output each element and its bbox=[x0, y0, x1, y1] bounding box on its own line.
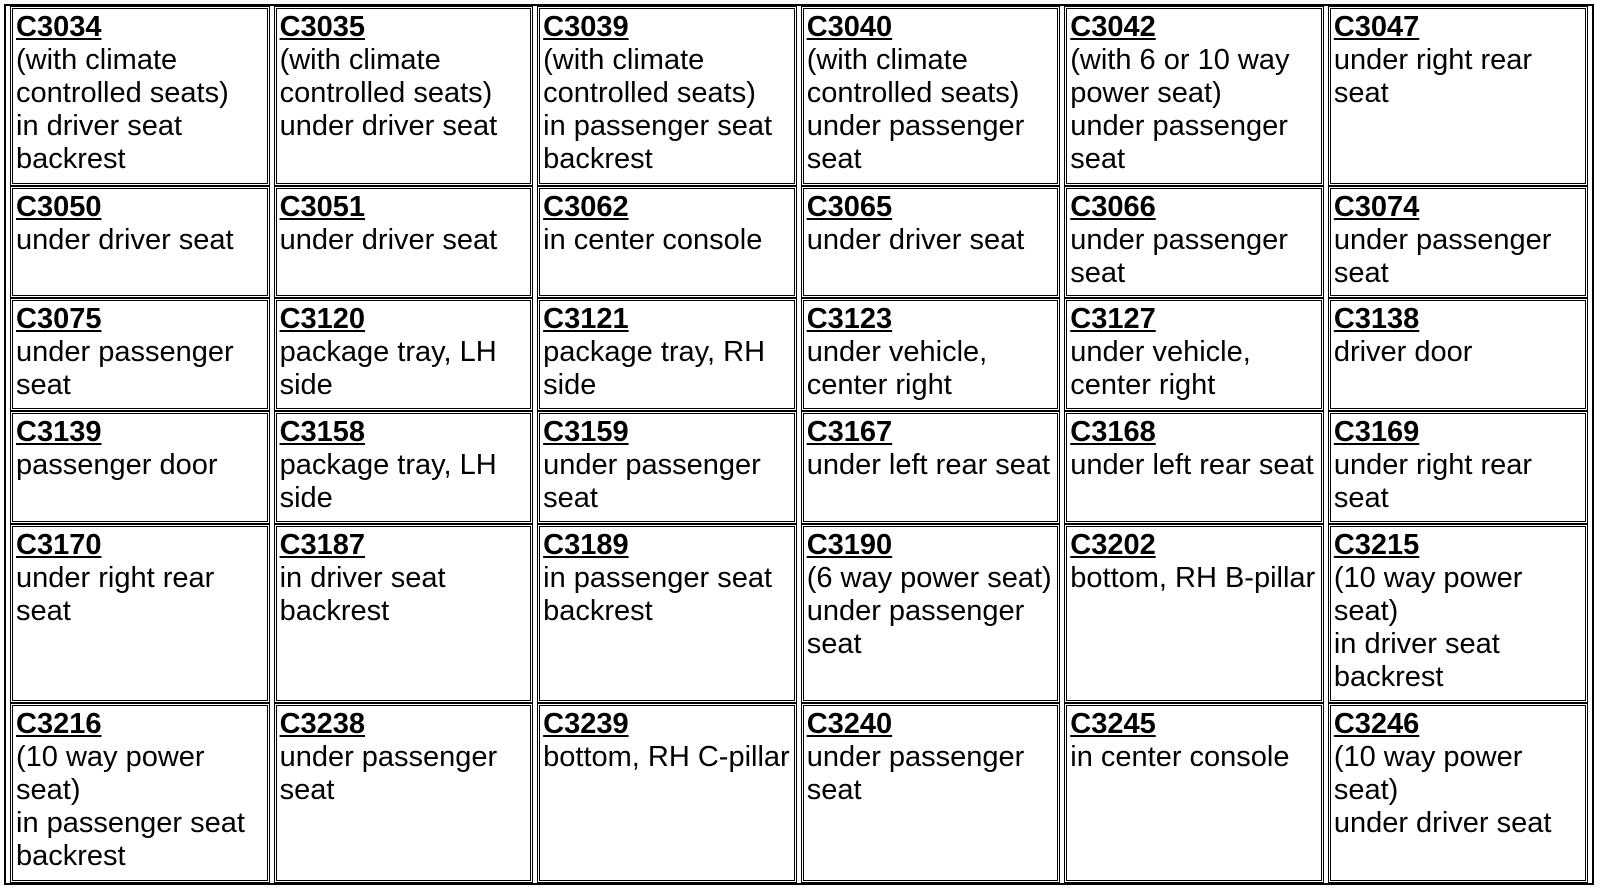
connector-code: C3239 bbox=[543, 708, 629, 741]
connector-location: driver door bbox=[1333, 336, 1473, 369]
connector-code: C3120 bbox=[279, 303, 366, 336]
connector-location: in center console bbox=[1070, 741, 1290, 774]
connector-cell bbox=[537, 411, 797, 524]
connector-code: C3127 bbox=[1070, 303, 1156, 336]
connector-code: C3121 bbox=[543, 303, 629, 336]
connector-location: bottom, RH B-pillar bbox=[1070, 561, 1316, 594]
connector-location: under driver seat bbox=[806, 223, 1025, 256]
connector-code: C3202 bbox=[1070, 528, 1156, 561]
connector-location: under right rear seat bbox=[1333, 448, 1533, 514]
connector-location: bottom, RH C-pillar bbox=[543, 741, 790, 774]
connector-code: C3238 bbox=[279, 708, 366, 741]
connector-cell bbox=[10, 186, 270, 299]
connector-location: under driver seat bbox=[279, 223, 498, 256]
connector-code: C3065 bbox=[806, 190, 893, 223]
table-row bbox=[10, 186, 1588, 299]
connector-code: C3240 bbox=[806, 708, 893, 741]
connector-location: under right rear seat bbox=[16, 561, 215, 627]
connector-cell bbox=[1328, 703, 1588, 883]
table-row bbox=[10, 298, 1588, 411]
connector-cell bbox=[10, 6, 270, 186]
connector-cell bbox=[801, 298, 1061, 411]
connector-cell bbox=[1328, 524, 1588, 704]
connector-location: package tray, RH side bbox=[543, 336, 766, 402]
connector-location: under passenger seat bbox=[543, 448, 761, 514]
connector-code: C3050 bbox=[16, 190, 102, 223]
connector-code: C3245 bbox=[1070, 708, 1156, 741]
connector-code: C3051 bbox=[279, 190, 366, 223]
connector-cell bbox=[801, 524, 1061, 704]
connector-code: C3039 bbox=[543, 11, 629, 43]
connector-cell bbox=[1064, 524, 1324, 704]
connector-code: C3042 bbox=[1070, 11, 1156, 43]
connector-cell bbox=[10, 298, 270, 411]
connector-code: C3074 bbox=[1333, 190, 1420, 223]
connector-location: under passenger seat bbox=[1070, 223, 1288, 289]
connector-cell bbox=[274, 411, 534, 524]
connector-location: package tray, LH side bbox=[279, 448, 497, 514]
connector-location: under passenger seat bbox=[1333, 223, 1552, 289]
connector-cell bbox=[1064, 298, 1324, 411]
connector-code: C3190 bbox=[806, 528, 893, 561]
connector-cell bbox=[274, 298, 534, 411]
connector-location: (with climate controlled seats) under passenger seat bbox=[806, 44, 1025, 175]
connector-cell bbox=[537, 186, 797, 299]
connector-code: C3123 bbox=[806, 303, 893, 336]
connector-cell bbox=[274, 524, 534, 704]
connector-location: (with climate controlled seats) in passenger seat backrest bbox=[543, 44, 773, 175]
connector-location: (with climate controlled seats) under driver seat bbox=[279, 44, 498, 142]
connector-code: C3170 bbox=[16, 528, 102, 561]
connector-location: under passenger seat bbox=[16, 336, 234, 402]
connector-cell bbox=[1064, 411, 1324, 524]
connector-code: C3215 bbox=[1333, 528, 1420, 561]
connector-code: C3062 bbox=[543, 190, 629, 223]
connector-location: passenger door bbox=[16, 448, 218, 481]
connector-code: C3035 bbox=[279, 11, 366, 43]
connector-code: C3034 bbox=[16, 11, 102, 43]
connector-cell bbox=[274, 6, 534, 186]
connector-location: under left rear seat bbox=[1070, 448, 1314, 481]
connector-cell bbox=[274, 186, 534, 299]
connector-location: in driver seat backrest bbox=[279, 561, 446, 627]
connector-code: C3216 bbox=[16, 708, 102, 741]
connector-location: in center console bbox=[543, 223, 763, 256]
connector-code: C3040 bbox=[806, 11, 893, 43]
connector-code: C3169 bbox=[1333, 415, 1420, 448]
connector-location: (with climate controlled seats) in driver seat backrest bbox=[16, 44, 229, 175]
connector-location: under passenger seat bbox=[806, 741, 1025, 807]
connector-cell bbox=[1328, 186, 1588, 299]
connector-cell bbox=[537, 6, 797, 186]
connector-cell bbox=[10, 411, 270, 524]
connector-cell bbox=[10, 703, 270, 883]
connector-code: C3187 bbox=[279, 528, 366, 561]
connector-cell bbox=[537, 703, 797, 883]
connector-code: C3158 bbox=[279, 415, 366, 448]
connector-cell bbox=[10, 524, 270, 704]
connector-code: C3189 bbox=[543, 528, 629, 561]
connector-code: C3047 bbox=[1333, 11, 1420, 43]
connector-cell bbox=[537, 298, 797, 411]
connector-location: under left rear seat bbox=[806, 448, 1051, 481]
connector-location: under vehicle, center right bbox=[806, 336, 988, 402]
connector-cell bbox=[1328, 298, 1588, 411]
connector-cell bbox=[1064, 186, 1324, 299]
connector-cell bbox=[537, 524, 797, 704]
connector-cell bbox=[1328, 6, 1588, 186]
connector-location: under passenger seat bbox=[279, 741, 498, 807]
connector-cell bbox=[1328, 411, 1588, 524]
connector-code: C3246 bbox=[1333, 708, 1420, 741]
connector-location: under vehicle, center right bbox=[1070, 336, 1251, 402]
connector-code: C3075 bbox=[16, 303, 102, 336]
connector-code: C3139 bbox=[16, 415, 102, 448]
connector-cell bbox=[801, 411, 1061, 524]
connector-cell bbox=[1064, 703, 1324, 883]
connector-cell bbox=[801, 703, 1061, 883]
connector-location: under right rear seat bbox=[1333, 44, 1533, 109]
connector-location: under driver seat bbox=[16, 223, 234, 256]
connector-cell bbox=[801, 6, 1061, 186]
table-row bbox=[10, 703, 1588, 883]
connector-location: (with 6 or 10 way power seat) under passenger seat bbox=[1070, 44, 1290, 175]
connector-location: (10 way power seat) under driver seat bbox=[1333, 741, 1552, 840]
table-row bbox=[10, 6, 1588, 186]
connector-code: C3159 bbox=[543, 415, 629, 448]
connector-code: C3066 bbox=[1070, 190, 1156, 223]
connector-cell bbox=[801, 186, 1061, 299]
connector-location: (6 way power seat) under passenger seat bbox=[806, 561, 1052, 660]
connector-cell bbox=[274, 703, 534, 883]
connector-location: in passenger seat backrest bbox=[543, 561, 773, 627]
connector-location: (10 way power seat) in driver seat backrest bbox=[1333, 561, 1523, 693]
table-row bbox=[10, 524, 1588, 704]
connector-code: C3168 bbox=[1070, 415, 1156, 448]
connector-code: C3167 bbox=[806, 415, 893, 448]
connector-location: (10 way power seat) in passenger seat backrest bbox=[16, 741, 245, 873]
connector-cell bbox=[1064, 6, 1324, 186]
connector-code: C3138 bbox=[1333, 303, 1420, 336]
table-row bbox=[10, 411, 1588, 524]
connector-location-table bbox=[4, 4, 1594, 885]
connector-location: package tray, LH side bbox=[279, 336, 497, 402]
